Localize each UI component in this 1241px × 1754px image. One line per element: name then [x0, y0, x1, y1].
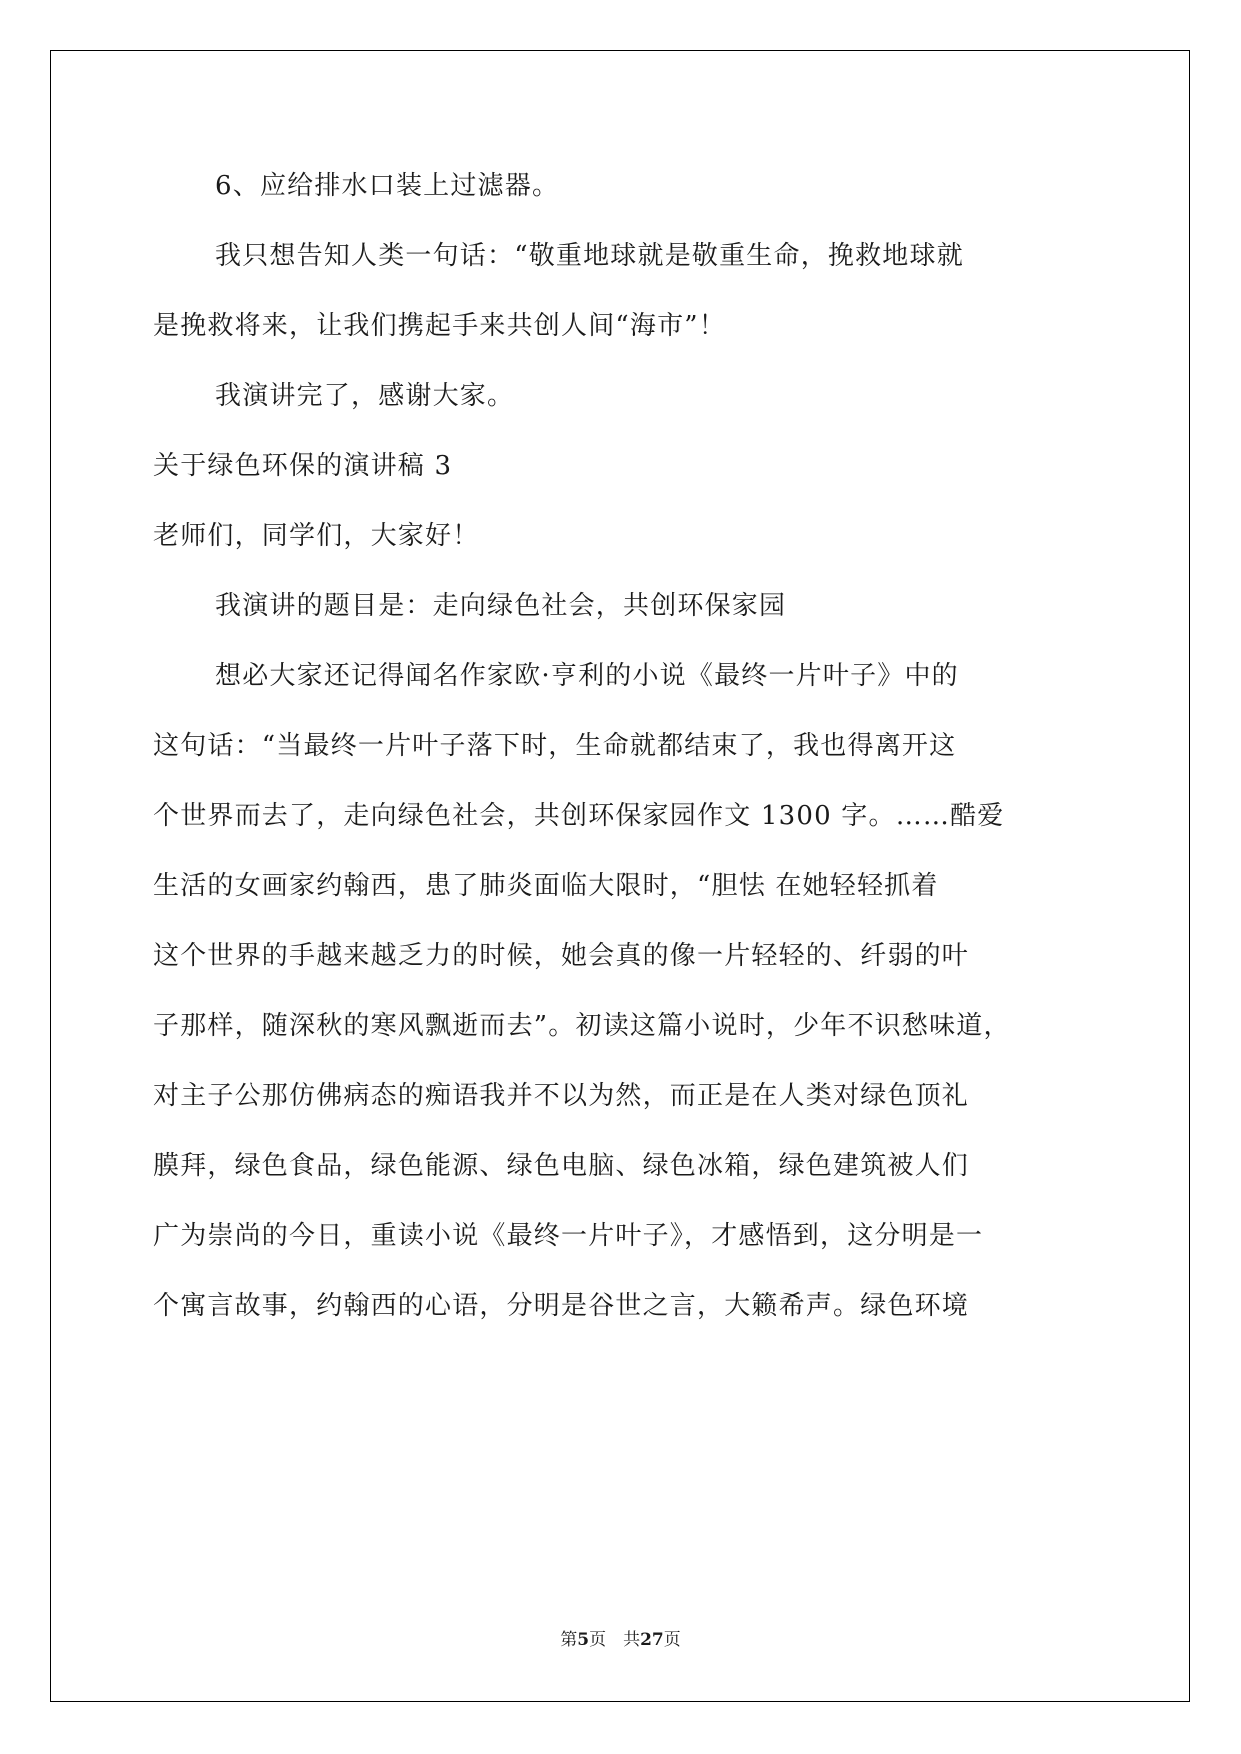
paragraph-line: 子那样，随深秋的寒风飘逝而去”。初读这篇小说时，少年不识愁味道，	[153, 1011, 1011, 1041]
paragraph-line: 膜拜，绿色食品，绿色能源、绿色电脑、绿色冰箱，绿色建筑被人们	[153, 1151, 970, 1181]
paragraph-line-closing-1: 我只想告知人类一句话：“敬重地球就是敬重生命，挽救地球就	[215, 241, 964, 271]
paragraph-line: 对主子公那仿佛病态的痴语我并不以为然，而正是在人类对绿色顶礼	[153, 1081, 970, 1111]
footer-total-pages: 27	[640, 1630, 664, 1650]
page-footer	[0, 1628, 1241, 1652]
greeting-line: 老师们，同学们，大家好！	[153, 521, 480, 551]
section-heading: 关于绿色环保的演讲稿 3	[153, 451, 453, 481]
speech-topic-line: 我演讲的题目是：走向绿色社会，共创环保家园	[215, 591, 787, 621]
paragraph-line-thanks: 我演讲完了，感谢大家。	[215, 381, 515, 411]
paragraph-line: 个寓言故事，约翰西的心语，分明是谷世之言，大籁希声。绿色环境	[153, 1291, 970, 1321]
footer-prefix: 第	[560, 1630, 578, 1650]
paragraph-line: 这句话：“当最终一片叶子落下时，生命就都结束了，我也得离开这	[153, 731, 957, 761]
paragraph-line: 广为崇尚的今日，重读小说《最终一片叶子》，才感悟到，这分明是一	[153, 1221, 984, 1251]
paragraph-line: 生活的女画家约翰西，患了肺炎面临大限时，“胆怯 在她轻轻抓着	[153, 871, 939, 901]
paragraph-line: 想必大家还记得闻名作家欧·亨利的小说《最终一片叶子》中的	[215, 661, 959, 691]
paragraph-line-closing-2: 是挽救将来，让我们携起手来共创人间“海市”！	[153, 311, 726, 341]
footer-middle: 页 共	[589, 1630, 641, 1650]
footer-suffix: 页	[663, 1630, 681, 1650]
paragraph-line: 这个世界的手越来越乏力的时候，她会真的像一片轻轻的、纤弱的叶	[153, 941, 970, 971]
footer-page-number: 5	[577, 1630, 590, 1650]
paragraph-line-item-6: 6、应给排水口装上过滤器。	[215, 171, 560, 201]
paragraph-line: 个世界而去了，走向绿色社会，共创环保家园作文 1300 字。……酷爱	[153, 801, 1005, 831]
